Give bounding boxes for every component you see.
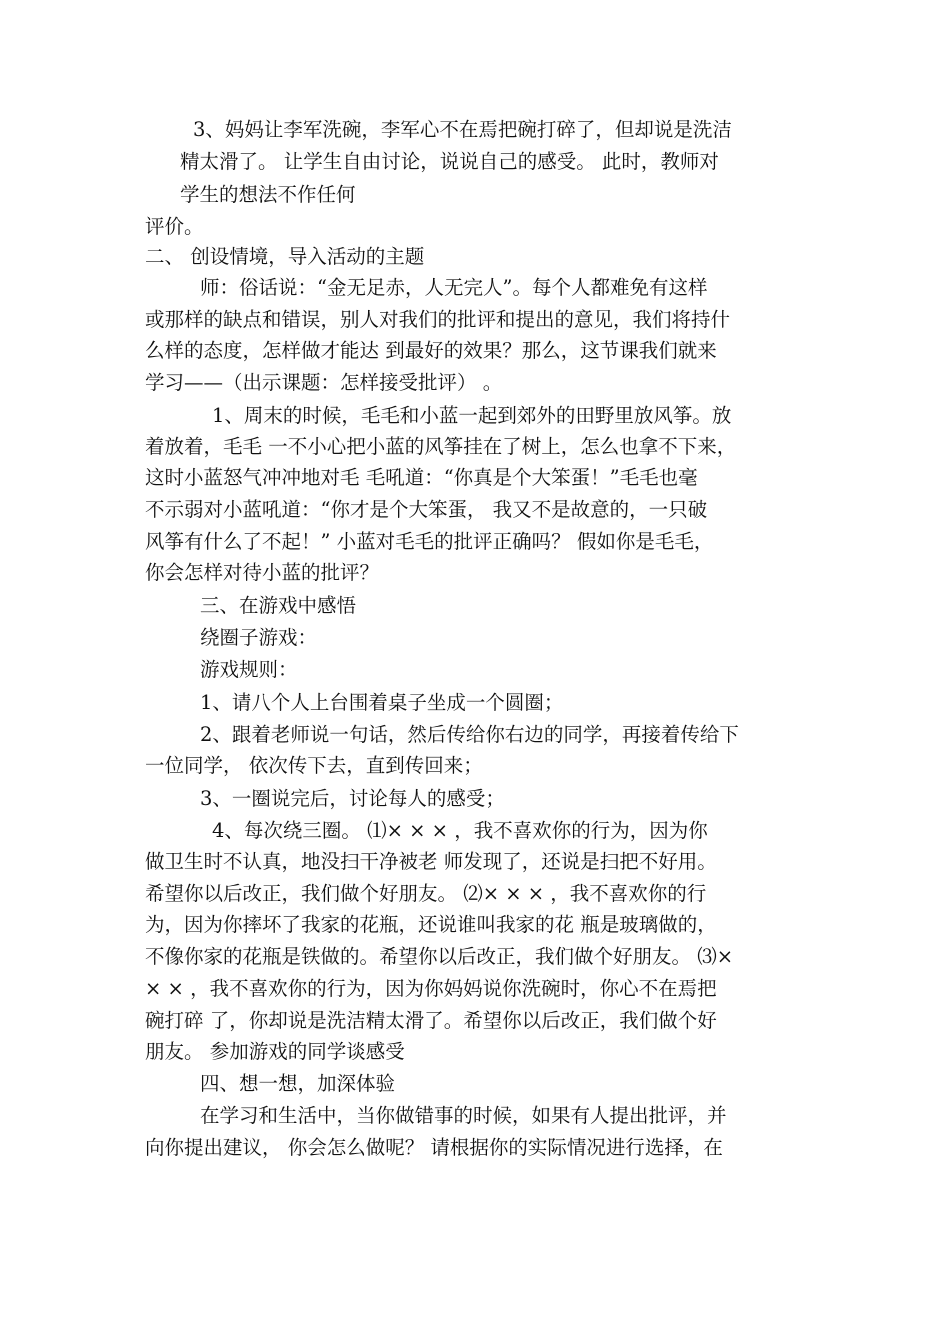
text-line: 3、一圈说完后，讨论每人的感受； bbox=[200, 787, 505, 810]
text-line: 不像你家的花瓶是铁做的。希望你以后改正，我们做个好朋友。 ⑶× bbox=[145, 945, 734, 968]
text-line: × × ，我不喜欢你的行为，因为你妈妈说你洗碗时，你心不在焉把 bbox=[145, 977, 717, 1000]
text-line: 朋友。 参加游戏的同学谈感受 bbox=[145, 1040, 405, 1063]
text-line: 一位同学， 依次传下去，直到传回来； bbox=[145, 754, 483, 777]
text-line: 希望你以后改正，我们做个好朋友。 ⑵× × × ，我不喜欢你的行 bbox=[145, 882, 707, 905]
text-line: 1、周末的时候，毛毛和小蓝一起到郊外的田野里放风筝。放 bbox=[212, 404, 732, 427]
text-line: 绕圈子游戏： bbox=[200, 626, 318, 649]
text-line: 3、妈妈让李军洗碗，李军心不在焉把碗打碎了，但却说是洗洁 bbox=[193, 118, 732, 141]
text-line: 精太滑了。 让学生自由讨论，说说自己的感受。 此时，教师对 bbox=[180, 150, 719, 173]
text-line: 游戏规则： bbox=[200, 658, 298, 681]
text-line: 或那样的缺点和错误，别人对我们的批评和提出的意见，我们将持什 bbox=[145, 308, 731, 331]
text-line: 为，因为你摔坏了我家的花瓶，还说谁叫我家的花 瓶是玻璃做的， bbox=[145, 913, 717, 936]
section-heading: 四、想一想，加深体验 bbox=[200, 1072, 396, 1095]
text-line: 1、请八个人上台围着桌子坐成一个圆圈； bbox=[200, 691, 564, 714]
text-line: 这时小蓝怒气冲冲地对毛 毛吼道：“你真是个大笨蛋！”毛毛也毫 bbox=[145, 466, 698, 489]
text-line: 在学习和生活中，当你做错事的时候，如果有人提出批评，并 bbox=[200, 1104, 727, 1127]
section-heading: 三、在游戏中感悟 bbox=[200, 594, 357, 617]
text-line: 么样的态度，怎样做才能达 到最好的效果？那么，这节课我们就来 bbox=[145, 339, 717, 362]
text-line: 风筝有什么了不起！” 小蓝对毛毛的批评正确吗？ 假如你是毛毛， bbox=[145, 530, 714, 553]
text-line: 你会怎样对待小蓝的批评？ bbox=[145, 561, 380, 584]
text-line: 做卫生时不认真，地没扫干净被老 师发现了，还说是扫把不好用。 bbox=[145, 850, 717, 873]
text-line: 向你提出建议， 你会怎么做呢？ 请根据你的实际情况进行选择，在 bbox=[145, 1136, 723, 1159]
text-line: 学习——（出示课题：怎样接受批评） 。 bbox=[145, 371, 503, 394]
text-line: 碗打碎 了，你却说是洗洁精太滑了。希望你以后改正，我们做个好 bbox=[145, 1009, 717, 1032]
section-heading: 二、 创设情境，导入活动的主题 bbox=[145, 245, 425, 268]
text-line: 4、每次绕三圈。 ⑴× × × ，我不喜欢你的行为，因为你 bbox=[212, 819, 708, 842]
text-line: 2、跟着老师说一句话，然后传给你右边的同学，再接着传给下 bbox=[200, 723, 739, 746]
text-line: 学生的想法不作任何 bbox=[180, 183, 356, 206]
text-line: 师：俗话说：“金无足赤，人无完人”。每个人都难免有这样 bbox=[200, 276, 708, 299]
text-line: 不示弱对小蓝吼道：“你才是个大笨蛋， 我又不是故意的，一只破 bbox=[145, 498, 708, 521]
text-line: 着放着，毛毛 一不小心把小蓝的风筝挂在了树上，怎么也拿不下来， bbox=[145, 435, 737, 458]
text-line: 评价。 bbox=[145, 215, 204, 238]
